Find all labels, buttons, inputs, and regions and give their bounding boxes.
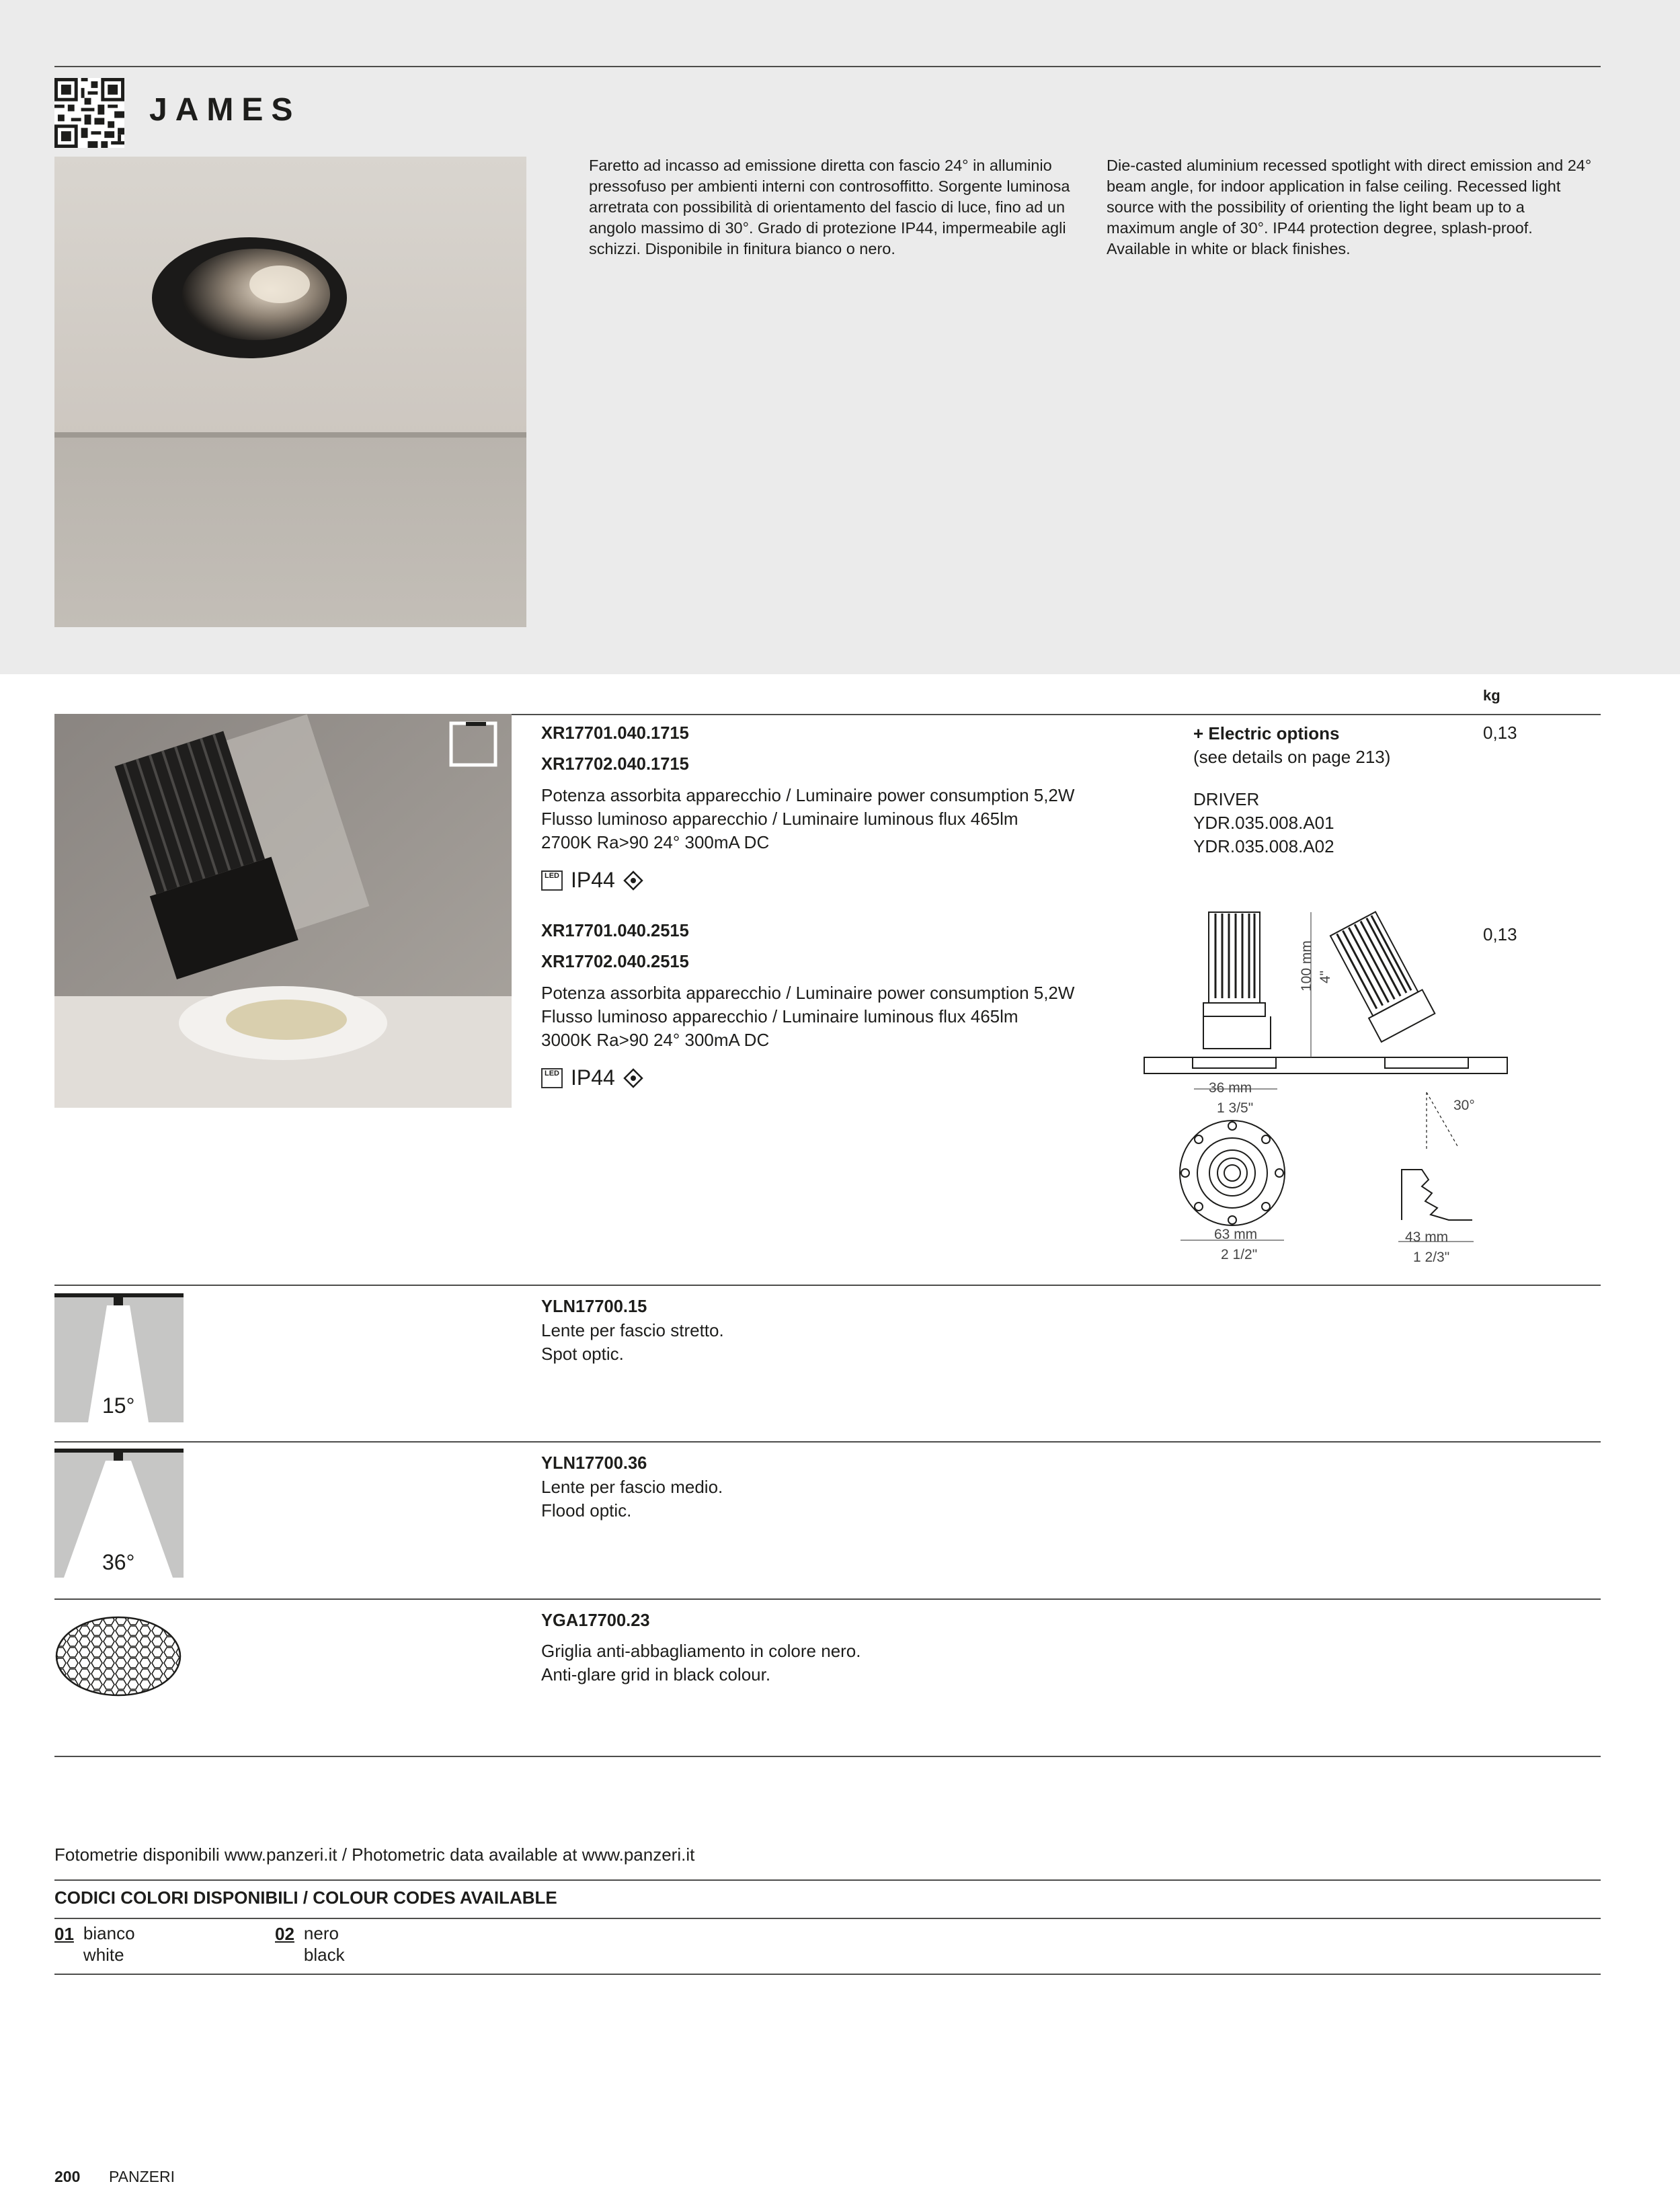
section-rule <box>54 1756 1601 1757</box>
product-1 <box>541 718 1074 893</box>
accessory-code: YLN17700.36 <box>541 1454 647 1473</box>
product-code: XR17702.040.1715 <box>541 755 689 774</box>
spec-temperature: 3000K Ra>90 24° 300mA DC <box>541 1030 770 1050</box>
accessory-3 <box>541 1609 861 1687</box>
technical-drawing <box>1136 904 1513 1270</box>
beam-angle-label: 36° <box>102 1550 135 1574</box>
colour-code: 01 <box>54 1924 74 1944</box>
weight-value: 0,13 <box>1483 924 1517 944</box>
width-in-label: 1 3/5" <box>1217 1100 1254 1116</box>
ip-rating: IP44 <box>571 868 615 892</box>
accessory-desc-en: Flood optic. <box>541 1500 632 1520</box>
product-photo <box>54 714 512 1108</box>
electric-options-note: (see details on page 213) <box>1193 747 1391 767</box>
ceiling-mount-icon <box>623 870 643 891</box>
spec-power: Potenza assorbita apparecchio / Luminaire power consumption 5,2W <box>541 983 1075 1003</box>
colour-name-en: white <box>83 1945 124 1965</box>
diameter-mm-label: 63 mm <box>1214 1227 1258 1242</box>
page-number: 200 <box>54 2168 81 2185</box>
cut-mm-label: 43 mm <box>1405 1229 1449 1245</box>
spec-flux: Flusso luminoso apparecchio / Luminaire luminous flux 465lm <box>541 809 1018 829</box>
colour-codes-title: CODICI COLORI DISPONIBILI / COLOUR CODES AVAILABLE <box>54 1888 557 1908</box>
colour-codes-top-rule <box>54 1879 1601 1881</box>
product-2 <box>541 916 1074 1090</box>
colour-name-en: black <box>303 1945 345 1965</box>
accessory-desc-it: Lente per fascio stretto. <box>541 1320 724 1340</box>
product-code: XR17701.040.1715 <box>541 724 689 743</box>
colour-codes-rule <box>54 1918 1601 1919</box>
colour-name-it: nero <box>303 1923 339 1943</box>
driver-label: DRIVER <box>1193 789 1260 809</box>
weight-value: 0,13 <box>1483 723 1517 743</box>
certification-row <box>541 868 1074 893</box>
section-rule <box>54 1598 1601 1600</box>
accessory-desc-en: Spot optic. <box>541 1344 624 1364</box>
accessory-1 <box>541 1295 724 1366</box>
tilt-angle-label: 30° <box>1453 1098 1475 1113</box>
colour-option-white <box>54 1922 135 1965</box>
colour-option-black <box>275 1922 345 1965</box>
product-title: JAMES <box>149 92 301 128</box>
spec-power: Potenza assorbita apparecchio / Luminaire power consumption 5,2W <box>541 785 1075 805</box>
accessory-code: YGA17700.23 <box>541 1611 650 1630</box>
product-code: XR17701.040.2515 <box>541 922 689 940</box>
accessory-2 <box>541 1451 723 1523</box>
description-italian: Faretto ad incasso ad emissione diretta con fascio 24° in alluminio pressofuso per ambienti interni con controsoffitto. Sorgente luminosa arretrata con possibilità di orientamento del fascio di luce, fino ad un angolo massimo di 30°. Grado di protezione IP44, impermeabile agli schizzi. Disponibile in finitura bianco o nero. <box>589 157 1070 257</box>
accessory-code: YLN17700.15 <box>541 1297 647 1316</box>
ip-rating: IP44 <box>571 1065 615 1090</box>
beam-angle-label: 15° <box>102 1393 135 1418</box>
top-rule <box>54 66 1601 67</box>
electric-options-title: + Electric options <box>1193 723 1340 743</box>
colour-name-it: bianco <box>83 1923 135 1943</box>
height-in-label: 4" <box>1318 970 1333 983</box>
led-icon: LED <box>541 870 563 891</box>
ceiling-mount-icon <box>623 1068 643 1088</box>
led-icon: LED <box>541 1068 563 1088</box>
height-mm-label: 100 mm <box>1299 940 1314 991</box>
product-code: XR17702.040.2515 <box>541 952 689 971</box>
section-rule <box>54 1441 1601 1443</box>
cut-in-label: 1 2/3" <box>1413 1250 1450 1265</box>
qr-code-icon[interactable] <box>54 78 124 148</box>
colour-code: 02 <box>275 1924 294 1944</box>
anti-glare-grid-icon <box>54 1615 182 1698</box>
width-mm-label: 36 mm <box>1209 1080 1252 1096</box>
spec-flux: Flusso luminoso apparecchio / Luminaire luminous flux 465lm <box>541 1006 1018 1026</box>
kg-column-header: kg <box>1483 687 1501 704</box>
section-rule <box>54 1285 1601 1286</box>
accessory-desc-en: Anti-glare grid in black colour. <box>541 1664 771 1685</box>
driver-code: YDR.035.008.A02 <box>1193 836 1334 856</box>
certification-row <box>541 1065 1074 1090</box>
hero-photo <box>54 157 526 627</box>
accessory-desc-it: Griglia anti-abbagliamento in colore nero. <box>541 1641 861 1661</box>
accessory-desc-it: Lente per fascio medio. <box>541 1477 723 1497</box>
spec-temperature: 2700K Ra>90 24° 300mA DC <box>541 832 770 852</box>
description-english: Die-casted aluminium recessed spotlight with direct emission and 24° beam angle, for indoor application in false ceiling. Recessed light source with the possibility of orienting the light beam up to a maximum angle of 30°. IP44 protection degree, splash-proof. Available in white or black finishes. <box>1107 157 1592 257</box>
brand-name: PANZERI <box>109 2168 175 2185</box>
colour-codes-bottom-rule <box>54 1974 1601 1975</box>
diameter-in-label: 2 1/2" <box>1221 1247 1258 1262</box>
electric-options <box>1193 722 1390 858</box>
photometric-note: Fotometrie disponibili www.panzeri.it / Photometric data available at www.panzeri.it <box>54 1844 695 1865</box>
driver-code: YDR.035.008.A01 <box>1193 813 1334 833</box>
